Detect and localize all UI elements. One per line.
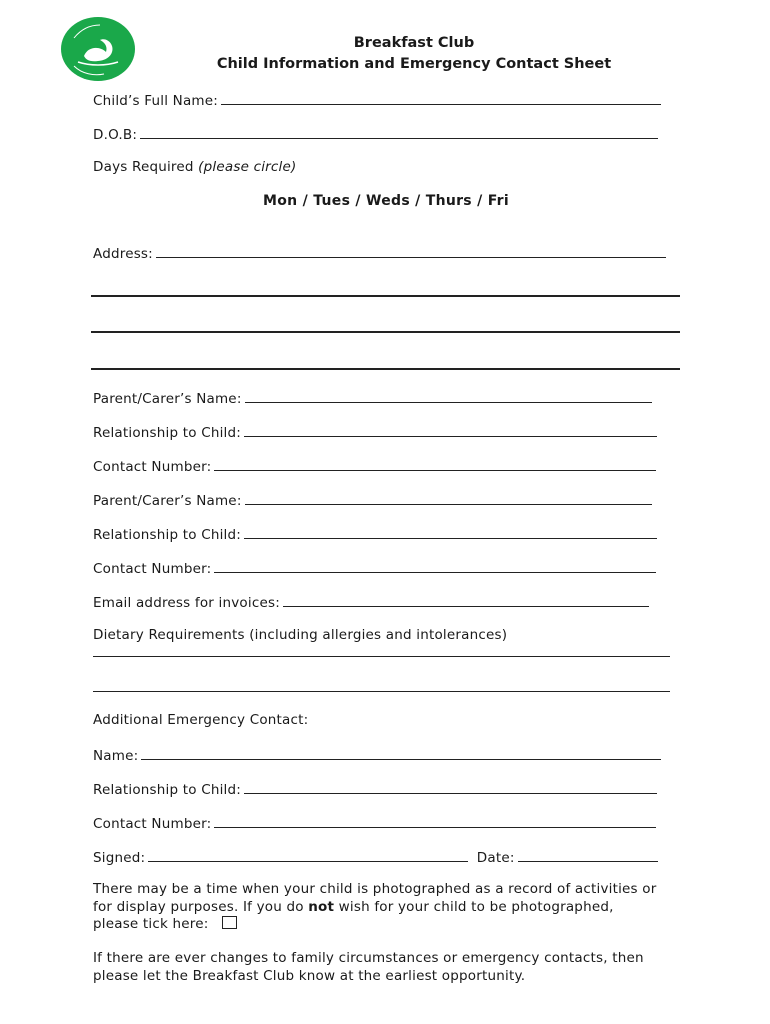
additional-contact-heading [93,712,308,729]
parent2-contact-row[interactable] [93,559,656,578]
address-row[interactable] [93,244,666,263]
parent2-relationship-label: Relationship to Child: [93,527,242,543]
dietary-line-1[interactable] [93,656,670,657]
photo-consent-text-2: wish for your child to be photographed, please tick here: [93,898,614,932]
signed-label: Signed: [93,850,146,866]
parent1-contact-field[interactable] [214,457,656,471]
date-field[interactable] [518,848,658,862]
parent1-relationship-row[interactable] [93,423,657,442]
form-title: Breakfast Club [353,35,475,51]
child-name-row[interactable] [93,91,661,110]
email-row[interactable] [93,593,649,612]
parent2-relationship-row[interactable] [93,525,657,544]
parent2-name-label: Parent/Carer’s Name: [93,493,242,509]
parent1-contact-label: Contact Number: [93,459,212,475]
signature-row[interactable] [93,848,658,867]
additional-contact-number-row[interactable] [93,814,656,833]
parent1-name-field[interactable] [245,389,652,403]
days-options[interactable]: Mon / Tues / Weds / Thurs / Fri [263,193,509,209]
dietary-row [93,627,507,644]
parent2-name-row[interactable] [93,491,652,510]
parent1-name-label: Parent/Carer’s Name: [93,391,242,407]
address-line-3[interactable] [91,331,680,333]
email-field[interactable] [283,593,649,607]
parent2-contact-field[interactable] [214,559,656,573]
dietary-line-2[interactable] [93,691,670,692]
parent1-contact-row[interactable] [93,457,656,476]
email-label: Email address for invoices: [93,595,280,611]
dob-field[interactable] [140,125,658,139]
additional-relationship-label: Relationship to Child: [93,782,242,798]
days-required-hint: (please circle) [198,159,297,175]
days-required-row [93,159,296,176]
additional-relationship-row[interactable] [93,780,657,799]
parent2-name-field[interactable] [245,491,652,505]
additional-name-label: Name: [93,748,139,764]
photo-consent-text-1: There may be a time when your child is photographed as a record of activities or for display purposes. If you do [93,881,657,915]
changes-paragraph: If there are ever changes to family circumstances or emergency contacts, then please let the Breakfast Club know at the earliest opportunity. [93,950,644,984]
photo-opt-out-checkbox[interactable] [222,916,237,929]
signature-field[interactable] [148,848,468,862]
additional-contact-number-field[interactable] [214,814,656,828]
dietary-label: Dietary Requirements (including allergies and intolerances) [93,627,508,643]
form-subtitle: Child Information and Emergency Contact Sheet [216,56,612,72]
additional-name-row[interactable] [93,746,661,765]
photo-consent-paragraph [93,881,663,934]
dob-label: D.O.B: [93,127,138,143]
additional-relationship-field[interactable] [244,780,657,794]
address-line-2[interactable] [91,295,680,297]
address-field[interactable] [156,244,666,258]
additional-contact-label: Additional Emergency Contact: [93,712,309,728]
date-label: Date: [476,850,515,866]
additional-contact-number-label: Contact Number: [93,816,212,832]
address-label: Address: [93,246,153,262]
parent1-relationship-field[interactable] [244,423,657,437]
dob-row[interactable] [93,125,658,144]
child-name-label: Child’s Full Name: [93,93,219,109]
parent2-relationship-field[interactable] [244,525,657,539]
parent1-relationship-label: Relationship to Child: [93,425,242,441]
address-line-4[interactable] [91,368,680,370]
additional-name-field[interactable] [141,746,661,760]
days-required-label: Days Required [93,159,194,175]
parent2-contact-label: Contact Number: [93,561,212,577]
photo-consent-bold: not [308,898,335,915]
parent1-name-row[interactable] [93,389,652,408]
child-name-field[interactable] [221,91,661,105]
